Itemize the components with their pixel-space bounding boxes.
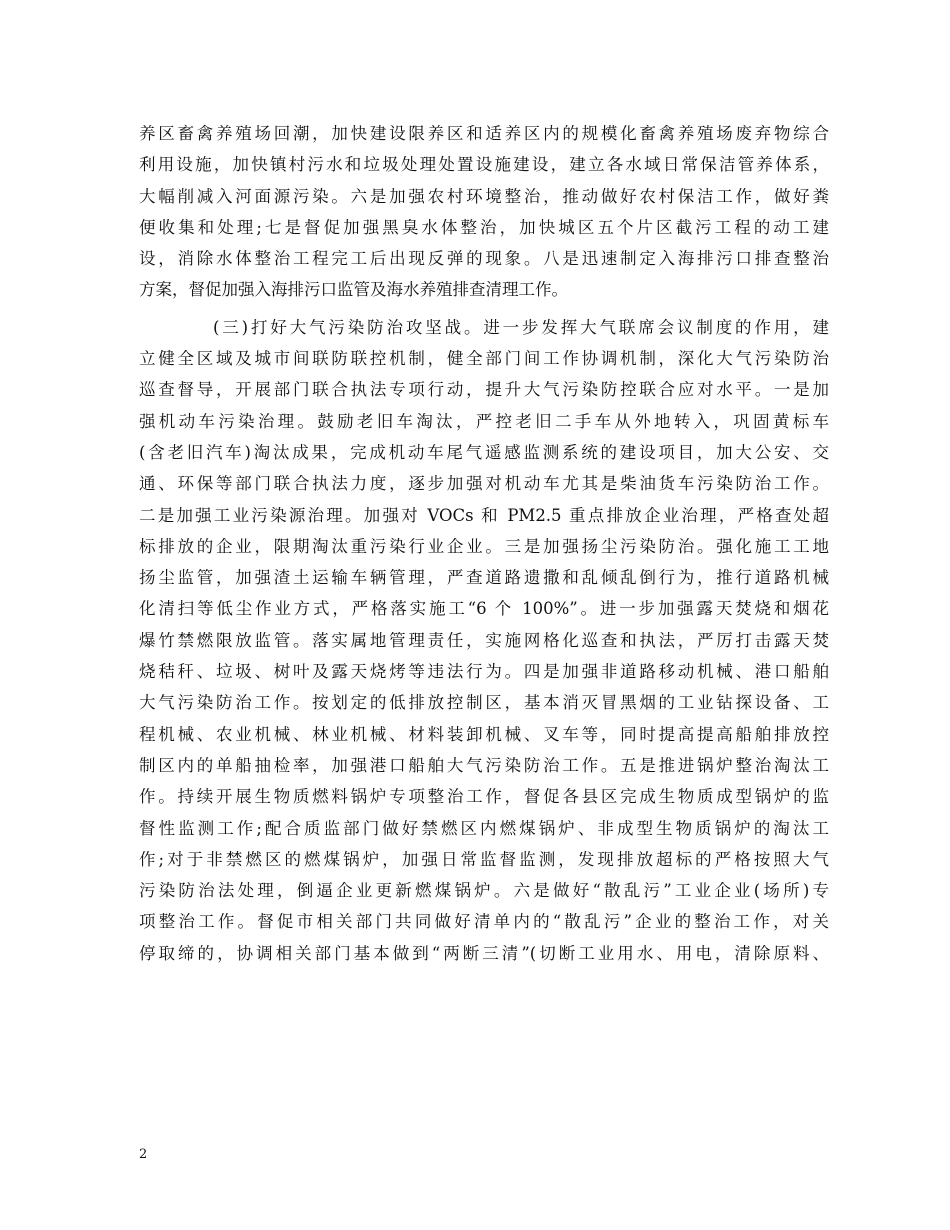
text-line: 督性监测工作;配合质监部门做好禁燃区内燃煤锅炉、非成型生物质锅炉的淘汰工 — [139, 818, 829, 838]
paragraph-2 — [139, 312, 829, 969]
text-line: 二是加强工业污染源治理。加强对 VOCs 和 PM2.5 重点排放企业治理，严格查处超 — [139, 505, 829, 525]
text-line-heading: (三)打好大气污染防治攻坚战。进一步发挥大气联席会议制度的作用，建 — [213, 317, 829, 337]
text-line: 化清扫等低尘作业方式，严格落实施工“6 个 100%”。进一步加强露天焚烧和烟花 — [139, 599, 829, 619]
page-number: 2 — [139, 1147, 148, 1162]
text-line: 停取缔的，协调相关部门基本做到“两断三清”(切断工业用水、用电，清除原料、 — [139, 943, 829, 963]
text-line: 作;对于非禁燃区的燃煤锅炉，加强日常监督监测，发现排放超标的严格按照大气 — [139, 849, 829, 869]
text-line: 作。持续开展生物质燃料锅炉专项整治工作，督促各县区完成生物质成型锅炉的监 — [139, 787, 829, 807]
text-line: 制区内的单船抽检率，加强港口船舶大气污染防治工作。五是推进锅炉整治淘汰工 — [139, 755, 829, 775]
text-line: 烧秸秆、垃圾、树叶及露天烧烤等违法行为。四是加强非道路移动机械、港口船舶 — [139, 662, 829, 682]
text-line: 大幅削减入河面源污染。六是加强农村环境整治，推动做好农村保洁工作，做好粪 — [139, 186, 829, 206]
text-line: 养区畜禽养殖场回潮，加快建设限养区和适养区内的规模化畜禽养殖场废弃物综合 — [139, 124, 829, 143]
text-line: 便收集和处理;七是督促加强黑臭水体整治，加快城区五个片区截污工程的动工建 — [139, 217, 829, 237]
text-line: 污染防治法处理，倒逼企业更新燃煤锅炉。六是做好“散乱污”工业企业(场所)专 — [139, 881, 829, 901]
text-line: 项整治工作。督促市相关部门共同做好清单内的“散乱污”企业的整治工作，对关 — [139, 912, 829, 932]
text-line: 爆竹禁燃限放监管。落实属地管理责任，实施网格化巡查和执法，严厉打击露天焚 — [139, 630, 829, 650]
text-line: 程机械、农业机械、林业机械、材料装卸机械、叉车等，同时提高提高船舶排放控 — [139, 724, 829, 744]
text-line: 利用设施，加快镇村污水和垃圾处理处置设施建设，建立各水域日常保洁管养体系， — [139, 155, 829, 175]
text-line: 通、环保等部门联合执法力度，逐步加强对机动车尤其是柴油货车污染防治工作。 — [139, 474, 829, 494]
text-line: 大气污染防治工作。按划定的低排放控制区，基本消灭冒黑烟的工业钻探设备、工 — [139, 693, 829, 713]
text-line: 设，消除水体整治工程完工后出现反弹的现象。八是迅速制定入海排污口排查整治 — [139, 249, 829, 269]
text-line: 强机动车污染治理。鼓励老旧车淘汰，严控老旧二手车从外地转入，巩固黄标车 — [139, 411, 829, 431]
text-line: 标排放的企业，限期淘汰重污染行业企业。三是加强扬尘污染防治。强化施工工地 — [139, 536, 829, 556]
text-line: 立健全区域及城市间联防联控机制，健全部门间工作协调机制，深化大气污染防治 — [139, 349, 829, 369]
text-line: (含老旧汽车)淘汰成果，完成机动车尾气遥感监测系统的建设项目，加大公安、交 — [139, 442, 829, 462]
text-line: 扬尘监管，加强渣土运输车辆管理，严查道路遗撒和乱倾乱倒行为，推行道路机械 — [139, 568, 829, 588]
paragraph-1 — [139, 118, 829, 306]
text-line: 方案，督促加强入海排污口监管及海水养殖排查清理工作。 — [139, 280, 568, 300]
text-line: 巡查督导，开展部门联合执法专项行动，提升大气污染防控联合应对水平。一是加 — [139, 380, 829, 400]
document-body — [139, 118, 829, 969]
